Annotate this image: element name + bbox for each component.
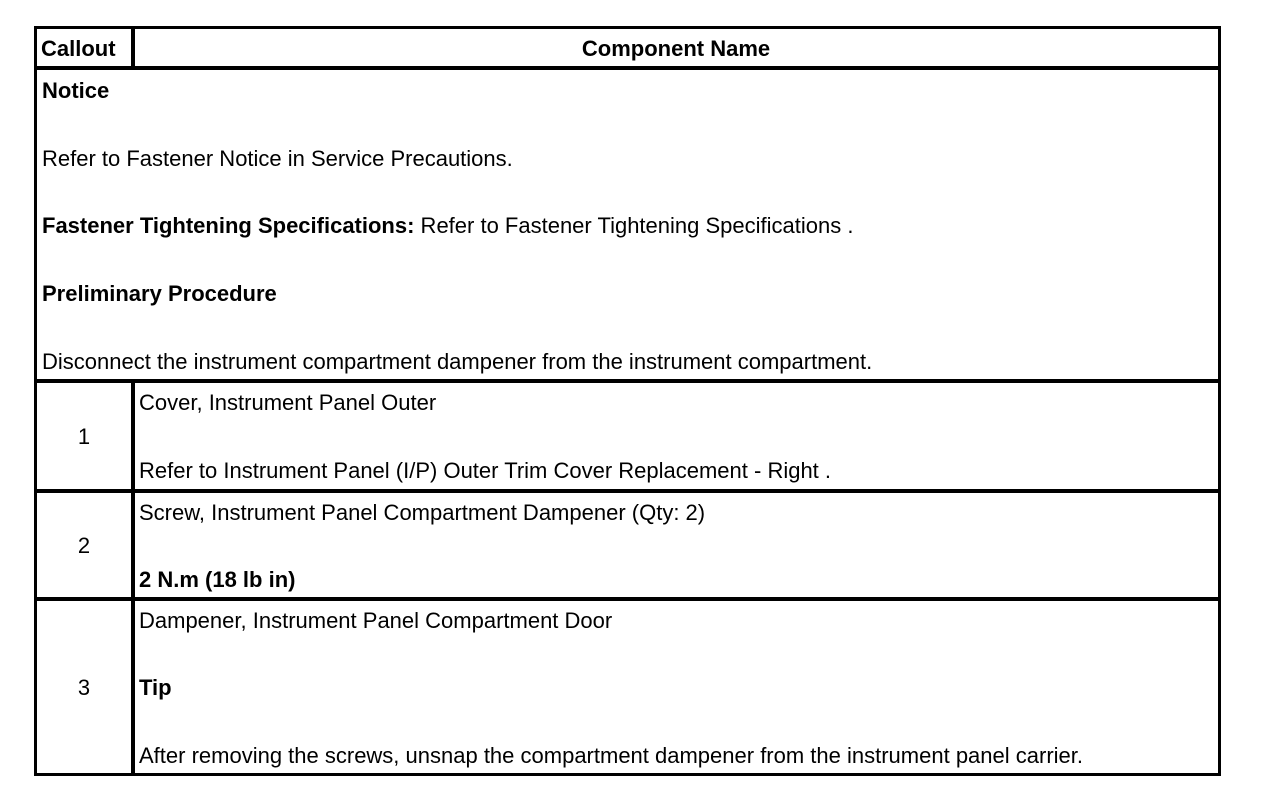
prelim-title: Preliminary Procedure — [42, 281, 277, 306]
header-component-name: Component Name — [581, 36, 771, 61]
column-divider — [131, 379, 135, 776]
spec-line — [42, 213, 853, 239]
notice-title: Notice — [42, 78, 110, 103]
row-3-callout: 3 — [77, 675, 91, 700]
component-table — [34, 26, 1221, 776]
spec-text: Refer to Fastener Tightening Specifications . — [414, 213, 854, 238]
row-divider — [37, 489, 1218, 493]
row-3-detail: After removing the screws, unsnap the compartment dampener from the instrument panel carrier. — [139, 743, 1083, 768]
row-1-name: Cover, Instrument Panel Outer — [139, 390, 437, 415]
row-divider — [37, 66, 1218, 70]
notice-text: Refer to Fastener Notice in Service Precautions. — [42, 146, 513, 171]
header-callout: Callout — [41, 36, 116, 61]
row-2-callout: 2 — [77, 533, 91, 558]
prelim-text: Disconnect the instrument compartment dampener from the instrument compartment. — [42, 349, 873, 374]
spec-label: Fastener Tightening Specifications: — [42, 213, 415, 238]
row-divider — [37, 379, 1218, 383]
row-3-tip-title: Tip — [139, 675, 172, 700]
row-3-name: Dampener, Instrument Panel Compartment Door — [139, 608, 613, 633]
row-2-detail: 2 N.m (18 lb in) — [139, 567, 296, 592]
row-2-name: Screw, Instrument Panel Compartment Dampener (Qty: 2) — [139, 500, 706, 525]
row-1-detail: Refer to Instrument Panel (I/P) Outer Trim Cover Replacement - Right . — [139, 458, 832, 483]
row-divider — [37, 597, 1218, 601]
row-1-callout: 1 — [77, 424, 91, 449]
